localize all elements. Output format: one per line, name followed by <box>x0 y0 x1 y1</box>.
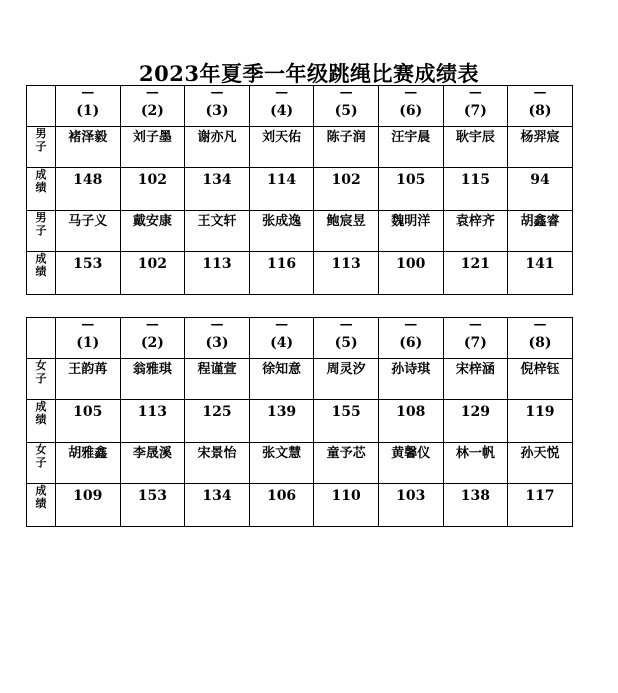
class-header-row <box>27 318 573 359</box>
score-value: 155 <box>331 404 361 420</box>
score-value: 119 <box>525 404 555 420</box>
student-name: 翁雅琪 <box>132 362 172 377</box>
class-header-cell <box>508 318 573 359</box>
student-name: 倪梓钰 <box>520 362 560 377</box>
student-name-cell <box>120 359 185 400</box>
score-cell <box>378 400 443 443</box>
student-name: 魏明洋 <box>391 214 431 229</box>
score-cell <box>185 252 250 295</box>
score-cell <box>120 252 185 295</box>
class-number: (5) <box>334 335 358 351</box>
class-number: (7) <box>463 335 487 351</box>
score-value: 148 <box>73 172 103 188</box>
student-name-cell <box>249 443 314 484</box>
score-cell <box>56 252 121 295</box>
score-cell <box>249 168 314 211</box>
score-cell <box>185 400 250 443</box>
row-label-char: 女 <box>35 443 47 456</box>
score-cell <box>56 484 121 527</box>
score-cell <box>249 252 314 295</box>
dash-mark: — <box>275 317 289 332</box>
score-value: 102 <box>137 256 167 272</box>
score-value: 103 <box>396 488 426 504</box>
row-label <box>27 400 56 443</box>
class-number: (6) <box>399 103 423 119</box>
student-name-cell <box>378 443 443 484</box>
class-header-cell <box>120 86 185 127</box>
row-label-char: 成 <box>35 400 47 413</box>
student-name-cell <box>185 211 250 252</box>
student-name: 汪宇晨 <box>391 130 431 145</box>
row-label-char: 绩 <box>35 181 47 194</box>
name-row <box>27 211 573 252</box>
student-name-cell <box>249 211 314 252</box>
dash-mark: — <box>468 85 482 100</box>
student-name-cell <box>378 359 443 400</box>
score-value: 114 <box>266 172 297 188</box>
student-name: 李晟溪 <box>132 446 172 461</box>
student-name: 宋景怡 <box>197 446 237 461</box>
student-name-cell <box>443 359 508 400</box>
student-name-cell <box>508 443 573 484</box>
student-name-cell <box>443 443 508 484</box>
row-label-char: 子 <box>35 372 47 385</box>
score-cell <box>314 400 379 443</box>
student-name: 孙诗琪 <box>391 362 431 377</box>
class-header-cell <box>378 318 443 359</box>
score-row <box>27 400 573 443</box>
score-value: 153 <box>73 256 103 272</box>
score-cell <box>120 400 185 443</box>
class-number: (1) <box>76 103 100 119</box>
row-label-char: 男 <box>35 211 47 224</box>
student-name-cell <box>314 359 379 400</box>
row-label <box>27 211 56 252</box>
class-header-cell <box>314 318 379 359</box>
row-label-char: 男 <box>35 127 47 140</box>
score-value: 134 <box>202 488 232 504</box>
row-label-char: 子 <box>35 456 47 469</box>
student-name: 刘天佑 <box>262 130 302 145</box>
score-value: 100 <box>396 256 426 272</box>
class-header-cell <box>378 86 443 127</box>
score-cell <box>508 252 573 295</box>
score-cell <box>185 484 250 527</box>
dash-mark: — <box>81 317 95 332</box>
class-header-cell <box>56 86 121 127</box>
class-number: (2) <box>140 103 164 119</box>
student-name: 杨羿宸 <box>520 130 560 145</box>
row-label-char: 绩 <box>35 413 47 426</box>
score-value: 153 <box>137 488 167 504</box>
student-name: 戴安康 <box>132 214 172 229</box>
student-name: 张成逸 <box>262 214 302 229</box>
class-number: (7) <box>463 103 487 119</box>
class-header-cell <box>249 86 314 127</box>
score-value: 125 <box>202 404 232 420</box>
class-header-cell <box>120 318 185 359</box>
student-name-cell <box>508 211 573 252</box>
dash-mark: — <box>339 317 353 332</box>
row-label-char: 子 <box>35 140 47 153</box>
student-name: 马子义 <box>68 214 108 229</box>
score-value: 117 <box>525 488 555 504</box>
class-header-cell <box>249 318 314 359</box>
score-value: 105 <box>396 172 426 188</box>
student-name-cell <box>378 211 443 252</box>
student-name: 袁梓齐 <box>455 214 495 229</box>
class-header-row <box>27 86 573 127</box>
name-row <box>27 443 573 484</box>
class-number: (6) <box>399 335 423 351</box>
score-value: 134 <box>202 172 232 188</box>
student-name: 耿宇辰 <box>455 130 495 145</box>
score-value: 115 <box>460 172 490 188</box>
dash-mark: — <box>339 85 353 100</box>
class-header-cell <box>443 318 508 359</box>
student-name-cell <box>56 211 121 252</box>
score-value: 113 <box>137 404 167 420</box>
score-cell <box>378 484 443 527</box>
row-label-char: 成 <box>35 168 47 181</box>
score-cell <box>508 168 573 211</box>
class-number: (3) <box>205 335 229 351</box>
score-cell <box>508 400 573 443</box>
score-cell <box>378 168 443 211</box>
score-value: 141 <box>525 256 555 272</box>
student-name-cell <box>249 127 314 168</box>
dash-mark: — <box>404 317 418 332</box>
student-name-cell <box>443 127 508 168</box>
student-name: 谢亦凡 <box>197 130 237 145</box>
score-value: 121 <box>460 256 490 272</box>
score-cell <box>314 252 379 295</box>
student-name-cell <box>56 127 121 168</box>
score-cell <box>314 168 379 211</box>
score-value: 139 <box>266 404 297 420</box>
row-label-char: 子 <box>35 224 47 237</box>
name-row <box>27 127 573 168</box>
student-name: 周灵汐 <box>326 362 366 377</box>
corner-cell <box>27 318 56 359</box>
dash-mark: — <box>145 317 159 332</box>
student-name-cell <box>185 443 250 484</box>
class-number: (3) <box>205 103 229 119</box>
student-name: 童予芯 <box>326 446 366 461</box>
row-label-char: 绩 <box>35 265 47 278</box>
page-title: 2023年夏季一年级跳绳比赛成绩表 <box>139 61 479 86</box>
dash-mark: — <box>210 317 224 332</box>
score-row <box>27 484 573 527</box>
student-name: 宋梓涵 <box>455 362 495 377</box>
student-name: 徐知意 <box>262 362 302 377</box>
student-name-cell <box>443 211 508 252</box>
score-value: 94 <box>530 172 550 188</box>
row-label <box>27 484 56 527</box>
dash-mark: — <box>533 317 547 332</box>
score-value: 138 <box>460 488 490 504</box>
student-name-cell <box>120 211 185 252</box>
student-name: 褚泽毅 <box>68 130 108 145</box>
row-label <box>27 252 56 295</box>
score-cell <box>120 168 185 211</box>
student-name-cell <box>56 359 121 400</box>
class-header-cell <box>56 318 121 359</box>
student-name: 胡鑫睿 <box>520 214 560 229</box>
score-cell <box>249 484 314 527</box>
score-cell <box>249 400 314 443</box>
score-cell <box>56 168 121 211</box>
name-row <box>27 359 573 400</box>
student-name: 孙天悦 <box>520 446 560 461</box>
student-name-cell <box>249 359 314 400</box>
score-value: 109 <box>73 488 103 504</box>
girls-score-table <box>26 317 573 527</box>
score-cell <box>443 252 508 295</box>
student-name: 鲍宸昱 <box>326 214 366 229</box>
row-label <box>27 359 56 400</box>
student-name-cell <box>185 359 250 400</box>
student-name: 林一帆 <box>455 446 495 461</box>
score-value: 105 <box>73 404 103 420</box>
score-row <box>27 252 573 295</box>
dash-mark: — <box>533 85 547 100</box>
student-name-cell <box>314 127 379 168</box>
corner-cell <box>27 86 56 127</box>
score-cell <box>443 484 508 527</box>
class-header-cell <box>508 86 573 127</box>
score-cell <box>378 252 443 295</box>
dash-mark: — <box>468 317 482 332</box>
score-cell <box>120 484 185 527</box>
row-label-char: 成 <box>35 484 47 497</box>
score-cell <box>185 168 250 211</box>
student-name: 黄馨仪 <box>391 446 431 461</box>
class-number: (1) <box>76 335 100 351</box>
score-value: 102 <box>331 172 361 188</box>
score-value: 116 <box>266 256 297 272</box>
student-name-cell <box>120 127 185 168</box>
student-name: 胡雅鑫 <box>68 446 108 461</box>
dash-mark: — <box>210 85 224 100</box>
score-value: 108 <box>396 404 426 420</box>
student-name: 刘子墨 <box>132 130 172 145</box>
class-header-cell <box>443 86 508 127</box>
row-label <box>27 127 56 168</box>
score-row <box>27 168 573 211</box>
class-header-cell <box>314 86 379 127</box>
class-header-cell <box>185 86 250 127</box>
score-cell <box>314 484 379 527</box>
boys-score-table <box>26 85 573 295</box>
class-number: (5) <box>334 103 358 119</box>
student-name-cell <box>378 127 443 168</box>
class-number: (8) <box>528 103 552 119</box>
score-cell <box>56 400 121 443</box>
score-cell <box>443 400 508 443</box>
student-name-cell <box>314 443 379 484</box>
class-number: (4) <box>270 335 294 351</box>
class-number: (4) <box>270 103 294 119</box>
class-number: (2) <box>140 335 164 351</box>
student-name-cell <box>508 127 573 168</box>
student-name: 程谨萱 <box>197 362 237 377</box>
dash-mark: — <box>145 85 159 100</box>
score-value: 106 <box>266 488 297 504</box>
class-header-cell <box>185 318 250 359</box>
score-cell <box>443 168 508 211</box>
score-value: 102 <box>137 172 167 188</box>
row-label-char: 成 <box>35 252 47 265</box>
student-name: 王文轩 <box>197 214 237 229</box>
student-name-cell <box>185 127 250 168</box>
score-value: 129 <box>460 404 490 420</box>
row-label-char: 绩 <box>35 497 47 510</box>
score-cell <box>508 484 573 527</box>
student-name-cell <box>508 359 573 400</box>
row-label <box>27 168 56 211</box>
student-name-cell <box>56 443 121 484</box>
student-name: 张文慧 <box>262 446 302 461</box>
dash-mark: — <box>81 85 95 100</box>
student-name: 王韵苒 <box>68 362 108 377</box>
dash-mark: — <box>404 85 418 100</box>
dash-mark: — <box>275 85 289 100</box>
score-value: 110 <box>331 488 361 504</box>
student-name-cell <box>314 211 379 252</box>
row-label-char: 女 <box>35 359 47 372</box>
score-value: 113 <box>331 256 361 272</box>
score-value: 113 <box>202 256 232 272</box>
row-label <box>27 443 56 484</box>
student-name-cell <box>120 443 185 484</box>
class-number: (8) <box>528 335 552 351</box>
student-name: 陈子润 <box>326 130 366 145</box>
